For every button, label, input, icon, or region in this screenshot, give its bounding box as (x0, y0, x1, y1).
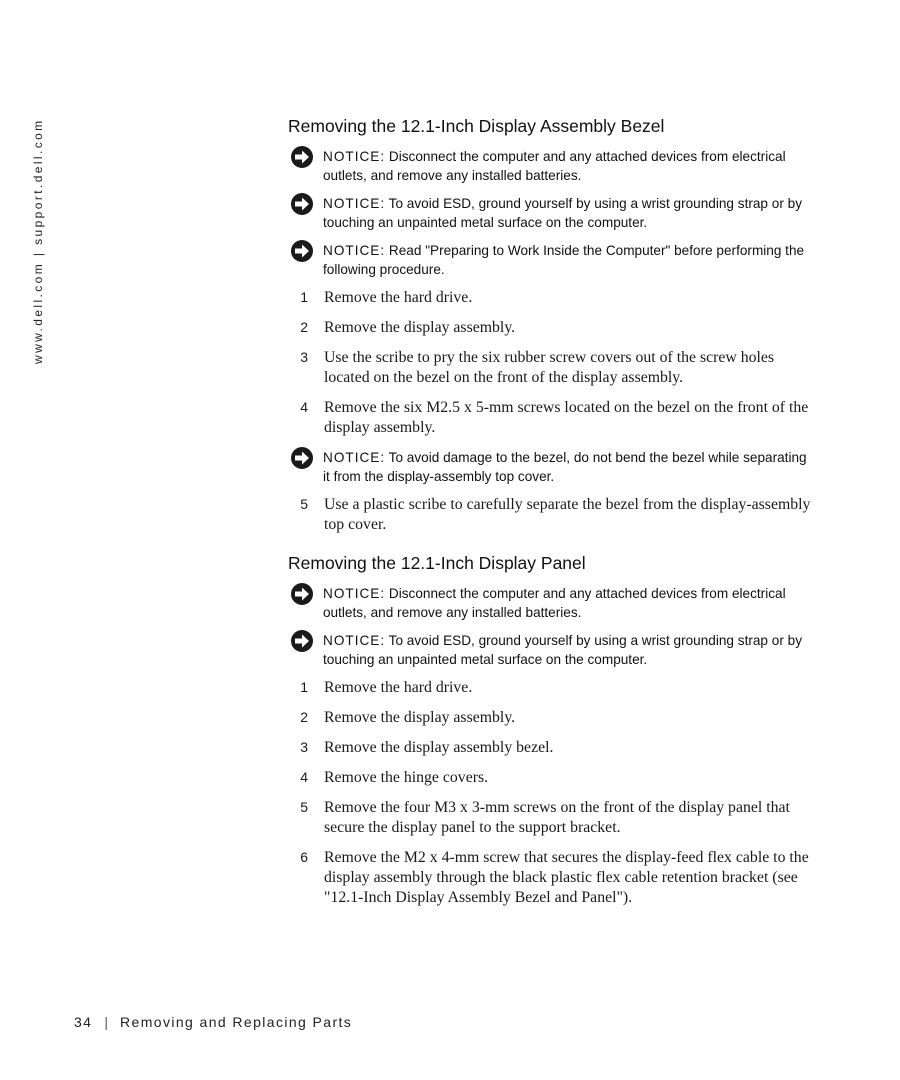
footer-separator: | (104, 1014, 109, 1030)
step (288, 318, 818, 338)
notice (288, 241, 818, 279)
step (288, 738, 818, 758)
step-number: 2 (300, 709, 308, 725)
step-text: Remove the M2 x 4-mm screw that secures the display-feed flex cable to the display assembly through the black plastic flex cable retention bracket (see "12.1-Inch Display Assembly Bezel and Panel"). (324, 849, 809, 906)
notice-text (323, 448, 813, 486)
step-number: 4 (300, 399, 308, 415)
page-content (288, 112, 818, 926)
notice-body: Disconnect the computer and any attached devices from electrical outlets, and remove any installed batteries. (323, 586, 786, 620)
step-number: 2 (300, 319, 308, 335)
notice (288, 584, 818, 622)
notice-body: To avoid ESD, ground yourself by using a wrist grounding strap or by touching an unpainted metal surface on the computer. (323, 196, 802, 230)
step (288, 288, 818, 308)
notice-label: NOTICE: (323, 149, 386, 164)
notice-body: To avoid ESD, ground yourself by using a wrist grounding strap or by touching an unpainted metal surface on the computer. (323, 633, 802, 667)
notice-text (323, 241, 813, 279)
step-text: Remove the display assembly. (324, 319, 516, 336)
notice-text (323, 631, 813, 669)
notice-arrow-icon (290, 145, 314, 169)
notice-label: NOTICE: (323, 633, 386, 648)
section-title: Removing the 12.1-Inch Display Assembly Bezel (288, 116, 665, 136)
notice-arrow-icon (290, 446, 314, 470)
step-text: Use a plastic scribe to carefully separate the bezel from the display-assembly top cover. (324, 496, 811, 533)
step-number: 5 (300, 799, 308, 815)
step (288, 678, 818, 698)
notice-body: To avoid damage to the bezel, do not bend the bezel while separating it from the display-assembly top cover. (323, 450, 807, 484)
page-footer (74, 1014, 352, 1030)
step (288, 398, 818, 438)
step (288, 348, 818, 388)
chapter-title: Removing and Replacing Parts (120, 1014, 353, 1030)
section-title: Removing the 12.1-Inch Display Panel (288, 553, 586, 573)
notice-arrow-icon (290, 629, 314, 653)
step (288, 708, 818, 728)
step (288, 495, 818, 535)
step-text: Remove the display assembly bezel. (324, 739, 554, 756)
notice (288, 448, 818, 486)
notice-text (323, 584, 813, 622)
notice-text (323, 147, 813, 185)
step-number: 6 (300, 849, 308, 865)
sidebar-url: www.dell.com | support.dell.com (31, 118, 45, 364)
step-text: Remove the four M3 x 3-mm screws on the front of the display panel that secure the display panel to the support bracket. (324, 799, 790, 836)
step-text: Use the scribe to pry the six rubber screw covers out of the screw holes located on the bezel on the front of the display assembly. (324, 349, 775, 386)
step-text: Remove the hinge covers. (324, 769, 489, 786)
section (288, 116, 818, 535)
notice-arrow-icon (290, 239, 314, 263)
notice-label: NOTICE: (323, 586, 386, 601)
step (288, 848, 818, 908)
step-number: 5 (300, 496, 308, 512)
step-number: 3 (300, 349, 308, 365)
notice-text (323, 194, 813, 232)
notice-label: NOTICE: (323, 450, 386, 465)
step (288, 768, 818, 788)
step-number: 4 (300, 769, 308, 785)
step (288, 798, 818, 838)
notice-body: Read "Preparing to Work Inside the Computer" before performing the following procedure. (323, 243, 805, 277)
step-text: Remove the hard drive. (324, 679, 473, 696)
notice (288, 631, 818, 669)
notice-label: NOTICE: (323, 243, 386, 258)
notice-label: NOTICE: (323, 196, 386, 211)
step-text: Remove the six M2.5 x 5-mm screws located on the bezel on the front of the display assembly. (324, 399, 809, 436)
section (288, 553, 818, 908)
page-number: 34 (74, 1014, 93, 1030)
step-number: 1 (300, 679, 308, 695)
notice-arrow-icon (290, 582, 314, 606)
step-text: Remove the display assembly. (324, 709, 516, 726)
notice (288, 194, 818, 232)
step-text: Remove the hard drive. (324, 289, 473, 306)
step-number: 1 (300, 289, 308, 305)
notice (288, 147, 818, 185)
step-number: 3 (300, 739, 308, 755)
notice-arrow-icon (290, 192, 314, 216)
notice-body: Disconnect the computer and any attached devices from electrical outlets, and remove any installed batteries. (323, 149, 786, 183)
